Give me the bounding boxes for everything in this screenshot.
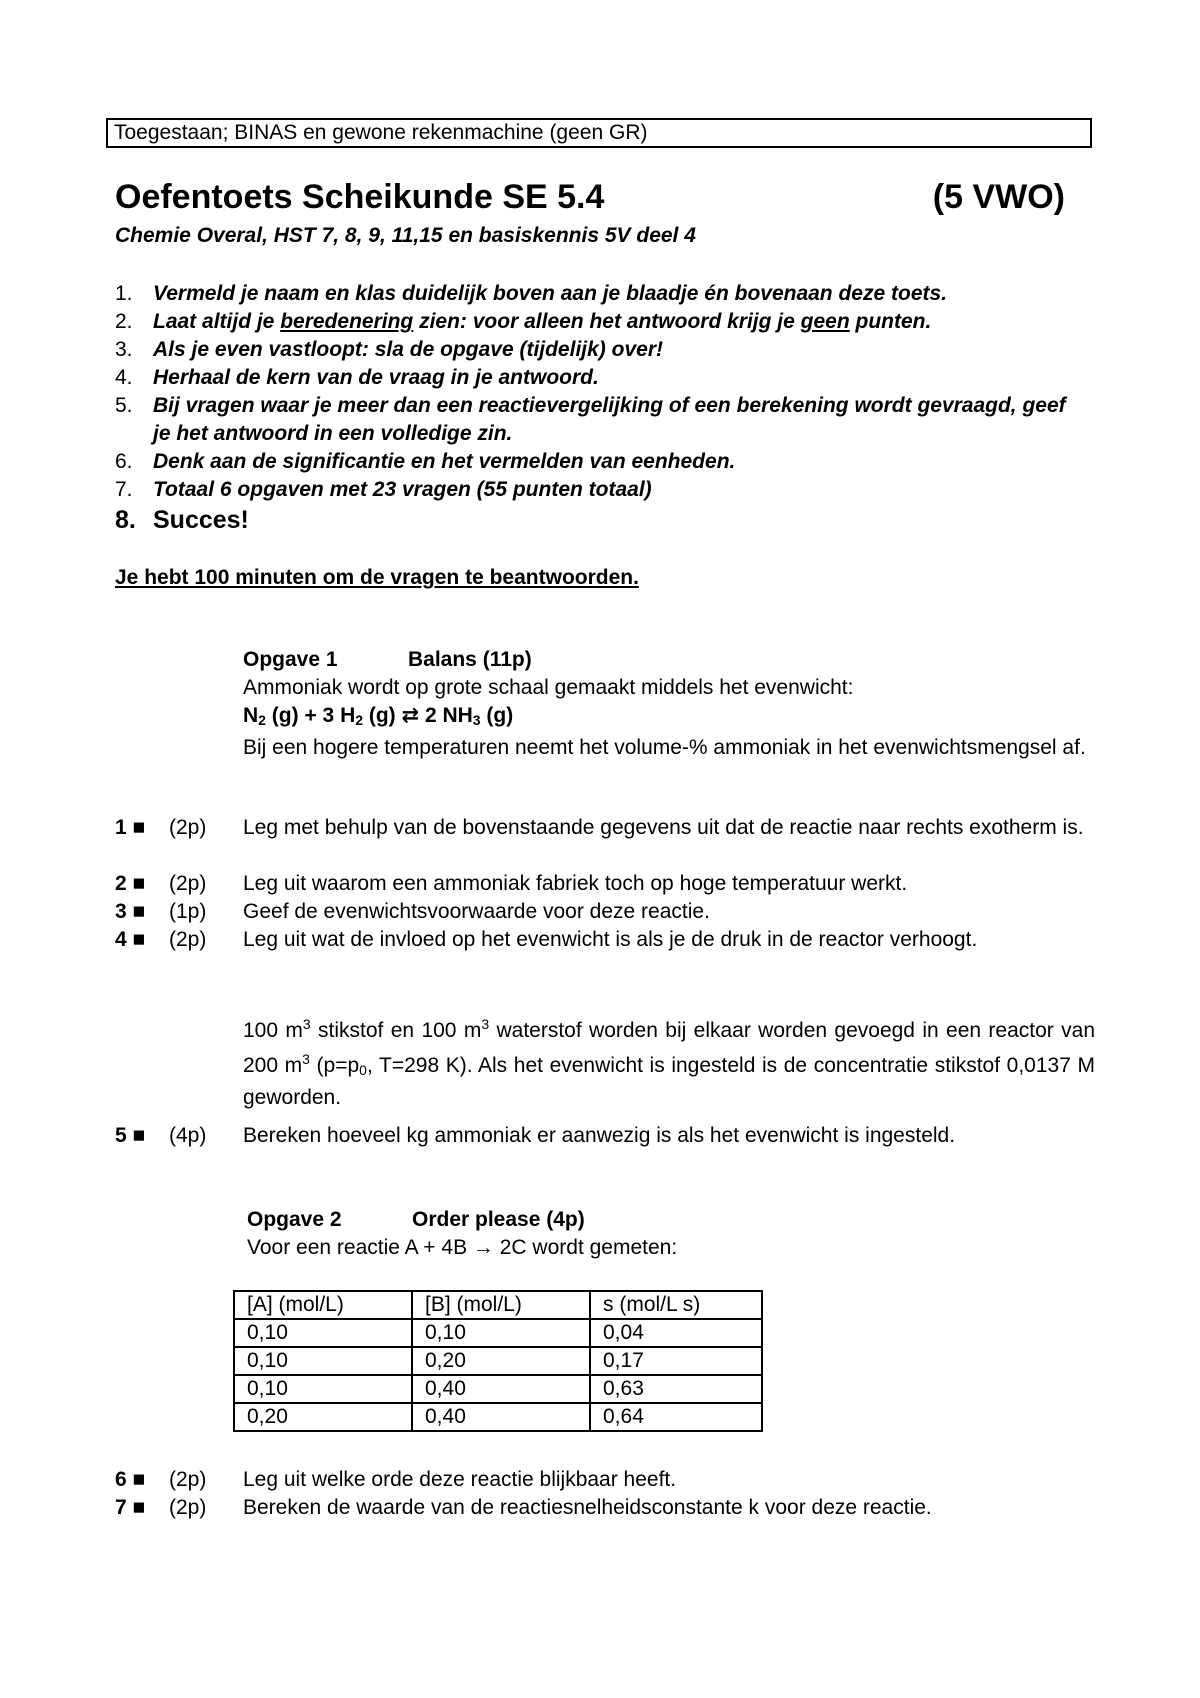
opgave2-intro: Voor een reactie A + 4B → 2C wordt gemeten: <box>247 1236 678 1259</box>
equilibrium-equation: $N_2$ (g) + 3 $H_2$ (g) ⇄ 2 $NH_3$ (g) <box>243 704 514 728</box>
opgave1-temperature-text: Bij een hogere temperaturen neemt het volume-% ammoniak in het evenwichtsmengsel af. <box>243 736 1086 759</box>
opgave2-heading: Opgave 2 Order please (4p) <box>247 1208 585 1231</box>
opgave2-block <box>247 1206 1095 1262</box>
rules-list <box>115 280 1075 536</box>
opgave1-heading: Opgave 1 Balans (11p) <box>243 648 532 671</box>
table-row: 0,10 0,40 0,63 <box>234 1375 762 1403</box>
table-header-row: [A] (mol/L) [B] (mol/L) s (mol/L s) <box>234 1291 762 1319</box>
rule-item: 6. Denk aan de significantie en het vermelden van eenheden. <box>115 450 736 473</box>
rule-item: 5. Bij vragen waar je meer dan een reactievergelijking of een berekening wordt gevraagd, geef je het antwoord in een volledige zin. <box>115 394 1066 445</box>
permitted-tools-box: Toegestaan; BINAS en gewone rekenmachine (geen GR) <box>106 118 1092 148</box>
time-note: Je hebt 100 minuten om de vragen te beantwoorden. <box>115 566 639 589</box>
test-title: Oefentoets Scheikunde SE 5.4 <box>115 178 605 216</box>
rate-data-table <box>233 1290 763 1432</box>
rule-item: 3. Als je even vastloopt: sla de opgave (tijdelijk) over! <box>115 338 663 361</box>
table-row: 0,20 0,40 0,64 <box>234 1403 762 1431</box>
rule-item: 8. Succes! <box>115 506 249 534</box>
opgave1-block <box>243 646 1095 762</box>
table-row: 0,10 0,20 0,17 <box>234 1347 762 1375</box>
class-label: (5 VWO) <box>932 178 1065 216</box>
rule-item: 2. Laat altijd je beredenering zien: voor alleen het antwoord krijg je geen punten. <box>115 310 932 333</box>
opgave1-intro: Ammoniak wordt op grote schaal gemaakt middels het evenwicht: <box>243 676 854 699</box>
page-title <box>115 178 1065 217</box>
opgave1-context: 100 $m^3$ stikstof en 100 $m^3$ waterstof worden bij elkaar worden gevoegd in een reactor van 200 $m^3$ ($p=p_0$, T=298 K). Als het evenwicht is ingesteld is de concentratie stikstof 0,0137 M geworden. <box>243 1016 1095 1109</box>
rule-item: 7. Totaal 6 opgaven met 23 vragen (55 punten totaal) <box>115 478 652 501</box>
subtitle: Chemie Overal, HST 7, 8, 9, 11,15 en basiskennis 5V deel 4 <box>115 224 696 247</box>
table-row: 0,10 0,10 0,04 <box>234 1319 762 1347</box>
rule-item: 4. Herhaal de kern van de vraag in je antwoord. <box>115 366 599 389</box>
rule-item: 1. Vermeld je naam en klas duidelijk boven aan je blaadje én bovenaan deze toets. <box>115 282 948 305</box>
